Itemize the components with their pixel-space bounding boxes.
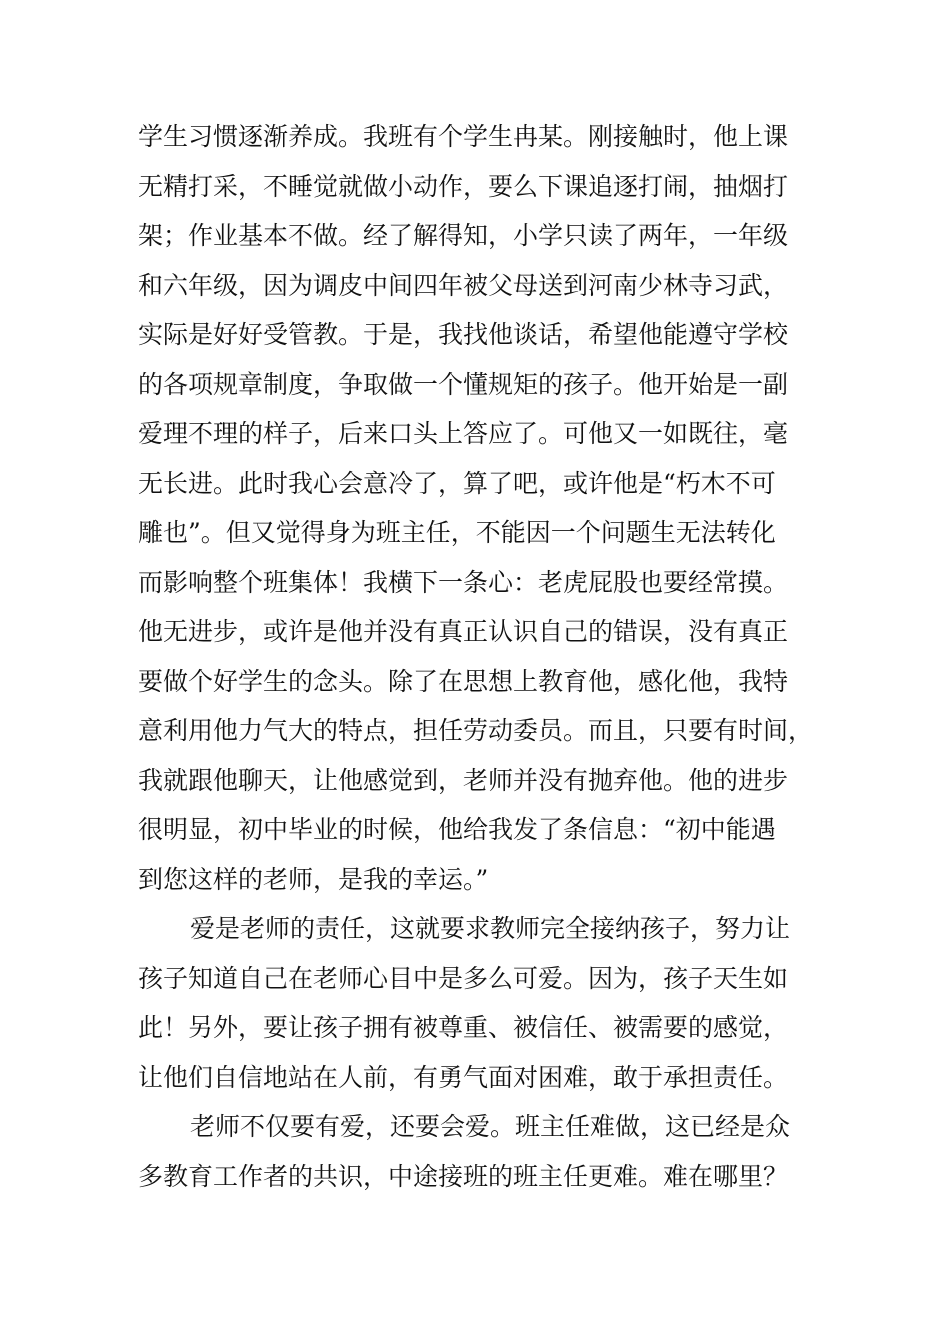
text-line: 老师不仅要有爱，还要会爱。班主任难做，这已经是众 bbox=[190, 1112, 791, 1141]
text-line: 很明显，初中毕业的时候，他给我发了条信息：“初中能遇 bbox=[138, 815, 776, 844]
text-line: 意利用他力气大的特点，担任劳动委员。而且，只要有时间， bbox=[138, 716, 814, 745]
text-line: 无长进。此时我心会意冷了，算了吧，或许他是“朽木不可 bbox=[138, 468, 776, 498]
text-line: 孩子知道自己在老师心目中是多么可爱。因为，孩子天生如 bbox=[138, 963, 789, 993]
paragraph-1 bbox=[138, 112, 828, 904]
text-line: 让他们自信地站在人前，有勇气面对困难，敢于承担责任。 bbox=[138, 1062, 789, 1092]
text-line: 而影响整个班集体！我横下一条心：老虎屁股也要经常摸。 bbox=[138, 567, 789, 597]
text-line: 爱理不理的样子，后来口头上答应了。可他又一如既往，毫 bbox=[138, 419, 789, 448]
text-line: 到您这样的老师，是我的幸运。” bbox=[138, 864, 489, 894]
text-line: 多教育工作者的共识，中途接班的班主任更难。难在哪里？ bbox=[138, 1161, 789, 1191]
text-line: 架；作业基本不做。经了解得知，小学只读了两年，一年级 bbox=[138, 221, 789, 250]
text-line: 要做个好学生的念头。除了在思想上教育他，感化他，我特 bbox=[138, 666, 789, 696]
text-line: 学生习惯逐渐养成。我班有个学生冉某。刚接触时，他上课 bbox=[138, 122, 789, 151]
document-body bbox=[138, 112, 828, 1201]
text-line: 此！另外，要让孩子拥有被尊重、被信任、被需要的感觉， bbox=[138, 1013, 789, 1042]
paragraph-2 bbox=[138, 904, 828, 1102]
text-line: 爱是老师的责任，这就要求教师完全接纳孩子，努力让 bbox=[190, 914, 791, 943]
text-line: 的各项规章制度，争取做一个懂规矩的孩子。他开始是一副 bbox=[138, 369, 789, 399]
text-line: 实际是好好受管教。于是，我找他谈话，希望他能遵守学校 bbox=[138, 320, 789, 349]
text-line: 无精打采，不睡觉就做小动作，要么下课追逐打闹，抽烟打 bbox=[138, 171, 789, 201]
text-line: 他无进步，或许是他并没有真正认识自己的错误，没有真正 bbox=[138, 617, 789, 646]
text-line: 雕也”。但又觉得身为班主任，不能因一个问题生无法转化 bbox=[138, 518, 776, 547]
text-line: 和六年级，因为调皮中间四年被父母送到河南少林寺习武， bbox=[138, 270, 789, 300]
paragraph-3 bbox=[138, 1102, 828, 1201]
text-line: 我就跟他聊天，让他感觉到，老师并没有抛弃他。他的进步 bbox=[138, 765, 789, 795]
